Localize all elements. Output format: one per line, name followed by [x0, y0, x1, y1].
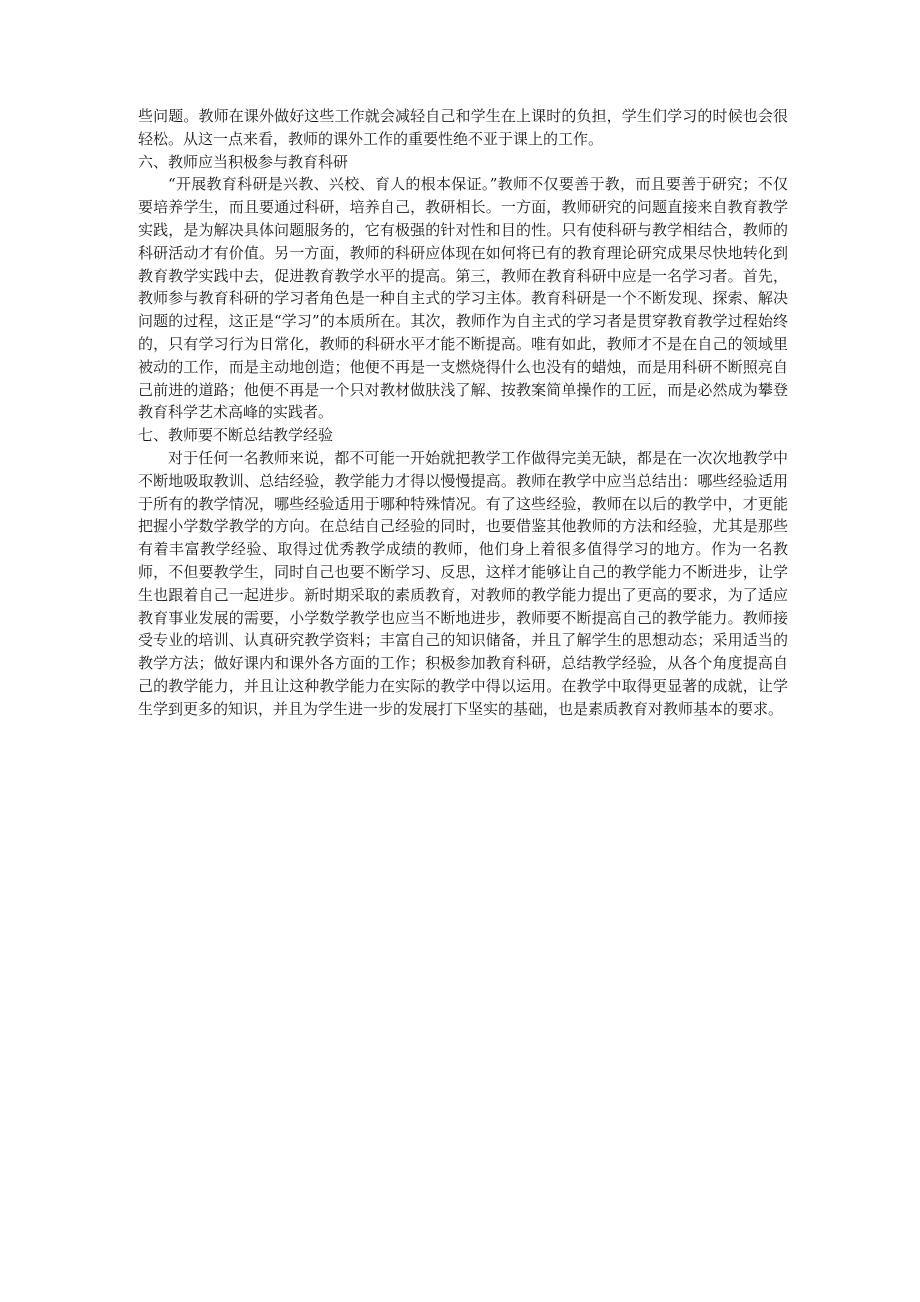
section-heading-7: 七、教师要不断总结教学经验	[138, 426, 334, 445]
section-heading-6: 六、教师应当积极参与教育科研	[138, 152, 349, 171]
continuation-paragraph: 些问题。教师在课外做好这些工作就会减轻自己和学生在上课时的负担，学生们学习的时候也会很轻松。从这一点来看，教师的课外工作的重要性绝不亚于课上的工作。	[138, 107, 788, 148]
section-7-body-paragraph: 对于任何一名教师来说，都不可能一开始就把教学工作做得完美无缺，都是在一次次地教学中不断地吸取教训、总结经验，教学能力才得以慢慢提高。教师在教学中应当总结出：哪些经验适用于所有的教学情况，哪些经验适用于哪种特殊情况。有了这些经验，教师在以后的教学中，才更能把握小学数学教学的方向。在总结自己经验的同时，也要借鉴其他教师的方法和经验，尤其是那些有着丰富教学经验、取得过优秀教学成绩的教师，他们身上着很多值得学习的地方。作为一名教师，不但要教学生，同时自己也要不断学习、反思，这样才能够让自己的教学能力不断进步，让学生也跟着自己一起进步。新时期采取的素质教育，对教师的教学能力提出了更高的要求，为了适应教育事业发展的需要，小学数学教学也应当不断地进步，教师要不断提高自己的教学能力。教师接受专业的培训、认真研究教学资料；丰富自己的知识储备，并且了解学生的思想动态；采用适当的教学方法；做好课内和课外各方面的工作；积极参加教育科研，总结教学经验，从各个角度提高自己的教学能力，并且让这种教学能力在实际的教学中得以运用。在教学中取得更显著的成就，让学生学到更多的知识，并且为学生进一步的发展打下坚实的基础，也是素质教育对教师基本的要求。	[138, 448, 788, 718]
document-page	[138, 105, 788, 721]
section-6-body-paragraph: “开展教育科研是兴教、兴校、育人的根本保证。”教师不仅要善于教，而且要善于研究；不仅要培养学生，而且要通过科研，培养自己，教研相长。一方面，教师研究的问题直接来自教育教学实践，是为解决具体问题服务的，它有极强的针对性和目的性。只有使科研与教学相结合，教师的科研活动才有价值。另一方面，教师的科研应体现在如何将已有的教育理论研究成果尽快地转化到教育教学实践中去，促进教育教学水平的提高。第三，教师在教育科研中应是一名学习者。首先，教师参与教育科研的学习者角色是一种自主式的学习主体。教育科研是一个不断发现、探索、解决问题的过程，这正是“学习”的本质所在。其次，教师作为自主式的学习者是贯穿教育教学过程始终的，只有学习行为日常化，教师的科研水平才能不断提高。唯有如此，教师才不是在自己的领域里被动的工作，而是主动地创造；他便不再是一支燃烧得什么也没有的蜡烛，而是用科研不断照亮自己前进的道路；他便不再是一个只对教材做肤浅了解、按教案简单操作的工匠，而是必然成为攀登教育科学艺术高峰的实践者。	[138, 175, 788, 422]
